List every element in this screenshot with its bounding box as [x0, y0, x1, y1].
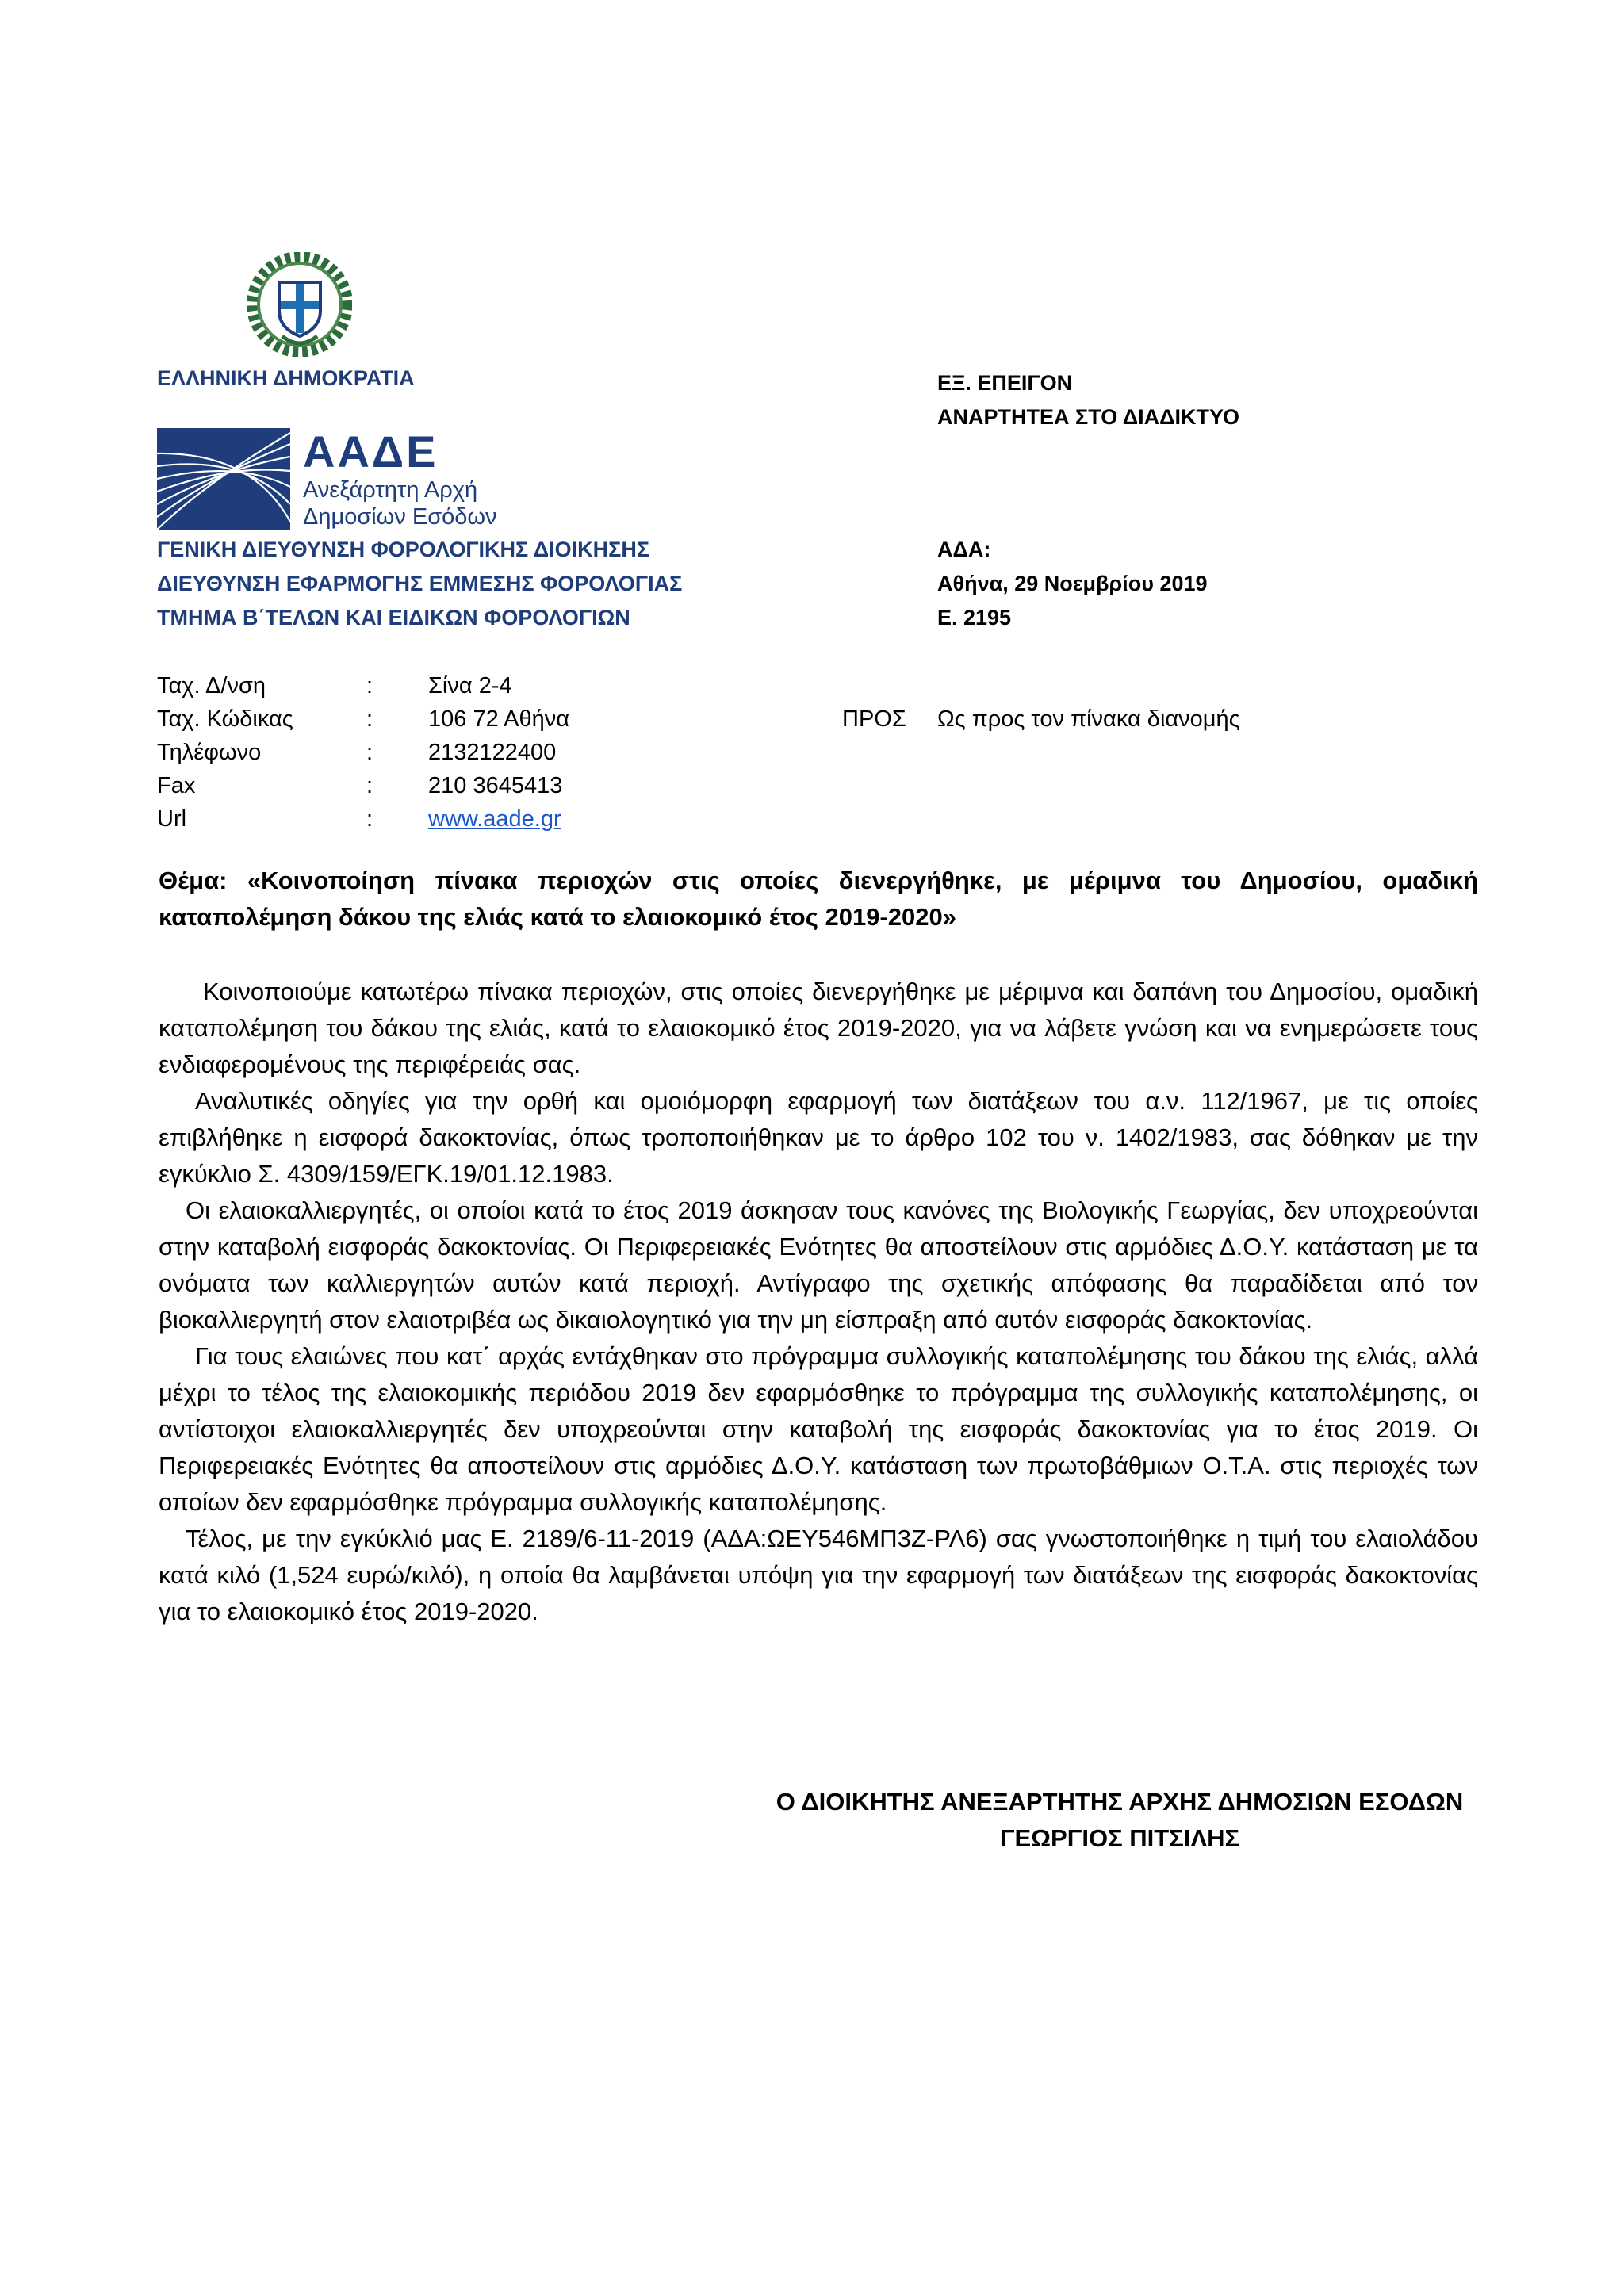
hellenic-emblem-icon [247, 252, 352, 357]
paragraph: Κοινοποιούμε κατωτέρω πίνακα περιοχών, στις οποίες διενεργήθηκε με μέριμνα και δαπάνη του Δημοσίου, ομαδική καταπολέμηση του δάκου της ελιάς, κατά το ελαιοκομικό έτος 2019-2020, για να λάβετε γνώση και να ενημερώσετε τους ενδιαφερομένους της περιφέρειάς σας. [159, 978, 1478, 1078]
contact-sep: : [366, 673, 373, 698]
signatory-name: ΓΕΩΡΓΙΟΣ ΠΙΤΣΙΛΗΣ [999, 1824, 1240, 1852]
paragraph: Αναλυτικές οδηγίες για την ορθή και ομοιόμορφη εφαρμογή των διατάξεων του α.ν. 112/1967, με τις οποίες επιβλήθηκε η εισφορά δακοκτονίας, όπως τροποποιήθηκαν με το άρθρο 102 του ν. 1402/1983, σας δόθηκαν με την εγκύκλιο Σ. 4309/159/ΕΓΚ.19/01.12.1983. [159, 1087, 1478, 1188]
contact-label: Τηλέφωνο [157, 740, 262, 765]
urgent-label: ΕΞ. ΕΠΕΙΓΟΝ [937, 371, 1073, 395]
contact-sep: : [366, 806, 373, 832]
contact-label: Ταχ. Δ/νση [157, 673, 266, 698]
aade-logo [157, 428, 506, 531]
paragraph: Οι ελαιοκαλλιεργητές, οι οποίοι κατά το έτος 2019 άσκησαν τους κανόνες της Βιολογικής Γεωργίας, δεν υποχρεούνται στην καταβολή εισφοράς δακοκτονίας. Οι Περιφερειακές Ενότητες θα αποστείλουν στις αρμόδιες Δ.Ο.Υ. κατάσταση με τα ονόματα των καλλιεργητών αυτών κατά περιοχή. Αντίγραφο της σχετικής απόφασης θα παραδίδεται από τον βιοκαλλιεργητή στον ελαιοτριβέα ως δικαιολογητικό για την μη είσπραξη από αυτόν εισφοράς δακοκτονίας. [159, 1196, 1478, 1334]
paragraph: Τέλος, με την εγκύκλιό μας Ε. 2189/6-11-2019 (ΑΔΑ:ΩΕΥ546ΜΠ3Ζ-ΡΛ6) σας γνωστοποιήθηκε η τιμή του ελαιολάδου κατά κιλό (1,524 ευρώ/κιλό), η οποία θα λαμβάνεται υπόψη για την εφαρμογή των διατάξεων της εισφοράς δακοκτονίας για το ελαιοκομικό έτος 2019-2020. [159, 1525, 1478, 1625]
subject: Θέμα: «Κοινοποίηση πίνακα περιοχών στις οποίες διενεργήθηκε, με μέριμνα του Δημοσίου, ομαδική καταπολέμηση δάκου της ελιάς κατά το ελαιοκομικό έτος 2019-2020» [159, 867, 1478, 931]
website-link[interactable]: www.aade.gr [428, 806, 561, 832]
contact-label: Url [157, 806, 187, 832]
logo-line2: Δημοσίων Εσόδων [303, 504, 497, 530]
post-online-label: ΑΝΑΡΤΗΤΕΑ ΣΤΟ ΔΙΑΔΙΚΤΥΟ [937, 405, 1239, 429]
paragraph: Για τους ελαιώνες που κατ΄ αρχάς εντάχθηκαν στο πρόγραμμα συλλογικής καταπολέμησης του δάκου της ελιάς, αλλά μέχρι το τέλος της ελαιοκομικής περιόδου 2019 δεν εφαρμόσθηκε το πρόγραμμα της συλλογικής καταπολέμησης, οι αντίστοιχοι ελαιοκαλλιεργητές δεν υποχρεούνται στην καταβολή της εισφοράς δακοκτονίας για το έτος 2019. Οι Περιφερειακές Ενότητες θα αποστείλουν στις αρμόδιες Δ.Ο.Υ. κατάσταση των πρωτοβάθμιων Ο.Τ.Α. στις περιοχές των οποίων δεν εφαρμόσθηκε πρόγραμμα συλλογικής καταπολέμησης. [159, 1342, 1478, 1516]
recipient-value: Ως προς τον πίνακα διανομής [937, 706, 1240, 732]
contact-row [157, 802, 950, 836]
recipient-row [842, 702, 1477, 736]
ada-label: ΑΔΑ: [937, 538, 991, 561]
contact-value: Σίνα 2-4 [428, 673, 512, 698]
contact-row [157, 669, 950, 702]
letter-body [159, 974, 1478, 1630]
aade-logo-icon [157, 428, 290, 530]
contact-value: 2132122400 [428, 740, 557, 765]
document-date: Αθήνα, 29 Νοεμβρίου 2019 [937, 572, 1208, 595]
contact-sep: : [366, 740, 373, 765]
contact-sep: : [366, 706, 373, 732]
contact-row [157, 702, 950, 736]
country-name: ΕΛΛΗΝΙΚΗ ΔΗΜΟΚΡΑΤΙΑ [157, 366, 415, 390]
dept-general-directorate: ΓΕΝΙΚΗ ΔΙΕΥΘΥΝΣΗ ΦΟΡΟΛΟΓΙΚΗΣ ΔΙΟΙΚΗΣΗΣ [157, 538, 650, 561]
contact-value: 210 3645413 [428, 773, 563, 798]
contact-row [157, 736, 950, 769]
reference-number: Ε. 2195 [937, 606, 1012, 629]
signatory-title: Ο ΔΙΟΙΚΗΤΗΣ ΑΝΕΞΑΡΤΗΤΗΣ ΑΡΧΗΣ ΔΗΜΟΣΙΩΝ ΕΣΟΔΩΝ [776, 1788, 1464, 1816]
contact-row [157, 769, 950, 802]
dept-directorate: ΔΙΕΥΘΥΝΣΗ ΕΦΑΡΜΟΓΗΣ ΕΜΜΕΣΗΣ ΦΟΡΟΛΟΓΙΑΣ [157, 572, 683, 595]
recipient-label: ΠΡΟΣ [842, 706, 906, 732]
contact-label: Ταχ. Κώδικας [157, 706, 293, 732]
contact-label: Fax [157, 773, 196, 798]
dept-section: ΤΜΗΜΑ Β΄ΤΕΛΩΝ ΚΑΙ ΕΙΔΙΚΩΝ ΦΟΡΟΛΟΓΙΩΝ [157, 606, 630, 629]
contact-value: 106 72 Αθήνα [428, 706, 570, 732]
contact-sep: : [366, 773, 373, 798]
logo-acronym: ΑΑΔΕ [303, 427, 439, 476]
logo-line1: Ανεξάρτητη Αρχή [303, 477, 478, 503]
